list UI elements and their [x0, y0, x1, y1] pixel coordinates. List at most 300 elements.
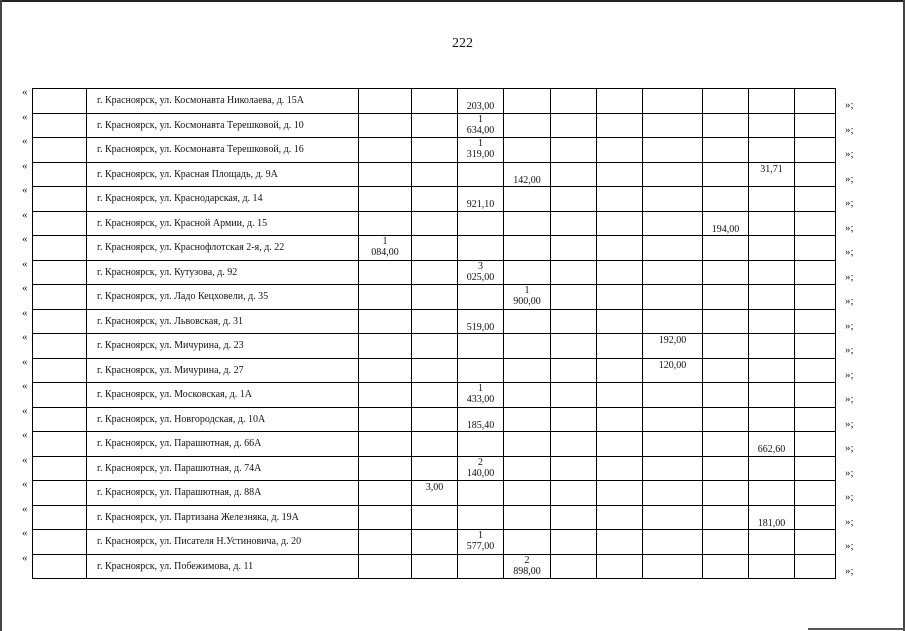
address-cell: г. Красноярск, ул. Красная Площадь, д. 9А [87, 162, 359, 187]
address-cell: г. Красноярск, ул. Красной Армии, д. 15 [87, 211, 359, 236]
cell-value: 142,00 [513, 174, 541, 186]
cell-value: 1 433,00 [466, 383, 495, 405]
value-cell [412, 138, 458, 163]
value-cell [703, 89, 749, 114]
table-row [33, 309, 836, 334]
cell-value: 519,00 [466, 321, 495, 333]
value-cell [551, 285, 597, 310]
value-cell [795, 334, 836, 359]
value-cell [458, 358, 504, 383]
close-quote: »; [845, 99, 854, 111]
value-cell [795, 456, 836, 481]
value-cell [597, 260, 643, 285]
value-cell [597, 113, 643, 138]
value-cell [359, 162, 412, 187]
cell-value: 3 025,00 [466, 260, 495, 283]
row-blank-cell [33, 407, 87, 432]
value-cell [458, 236, 504, 261]
value-cell [359, 358, 412, 383]
value-cell [359, 211, 412, 236]
value-cell [643, 162, 703, 187]
value-cell [551, 260, 597, 285]
value-cell [703, 334, 749, 359]
value-cell [551, 236, 597, 261]
value-cell [643, 89, 703, 114]
value-cell [795, 554, 836, 579]
value-cell [412, 285, 458, 310]
value-cell [551, 138, 597, 163]
value-cell [504, 456, 551, 481]
value-cell [551, 554, 597, 579]
value-cell [504, 260, 551, 285]
value-cell [703, 285, 749, 310]
value-cell [795, 505, 836, 530]
table-row [33, 89, 836, 114]
value-cell [703, 505, 749, 530]
close-quote: »; [845, 172, 854, 185]
close-quote: »; [845, 221, 854, 234]
value-cell [597, 481, 643, 506]
row-blank-cell [33, 138, 87, 163]
value-cell [551, 407, 597, 432]
table-row [33, 260, 836, 285]
page-number: 222 [452, 36, 473, 51]
value-cell [412, 456, 458, 481]
value-cell [795, 309, 836, 334]
value-cell [703, 456, 749, 481]
value-cell [412, 162, 458, 187]
value-cell [749, 530, 795, 555]
open-quote: « [22, 135, 28, 147]
value-cell [359, 236, 412, 261]
address-cell: г. Красноярск, ул. Мичурина, д. 23 [87, 334, 359, 359]
value-cell [359, 260, 412, 285]
value-cell [504, 554, 551, 579]
table-row [33, 481, 836, 506]
value-cell [504, 334, 551, 359]
open-quote: « [22, 527, 28, 539]
row-blank-cell [33, 554, 87, 579]
close-quote: »; [845, 564, 854, 577]
open-quote: « [22, 159, 28, 172]
open-quote: « [22, 331, 28, 343]
address-cell: г. Красноярск, ул. Новгородская, д. 10А [87, 407, 359, 432]
value-cell [504, 481, 551, 506]
address-cell: г. Красноярск, ул. Краснофлотская 2-я, д. 22 [87, 236, 359, 261]
value-cell [504, 383, 551, 408]
table-row [33, 187, 836, 212]
value-cell [551, 187, 597, 212]
value-cell [412, 113, 458, 138]
value-cell [643, 309, 703, 334]
close-quote: »; [845, 417, 854, 430]
value-cell [703, 383, 749, 408]
row-blank-cell [33, 334, 87, 359]
table-row [33, 358, 836, 383]
page-top-edge [0, 0, 905, 2]
value-cell [795, 187, 836, 212]
close-quote: »; [845, 319, 854, 332]
value-cell [359, 383, 412, 408]
address-cell: г. Красноярск, ул. Краснодарская, д. 14 [87, 187, 359, 212]
address-cell: г. Красноярск, ул. Писателя Н.Устиновича, д. 20 [87, 530, 359, 555]
value-cell [359, 481, 412, 506]
cell-value: 1 577,00 [466, 530, 495, 552]
value-cell [643, 530, 703, 555]
value-cell [795, 481, 836, 506]
value-cell [597, 89, 643, 114]
row-blank-cell [33, 211, 87, 236]
cell-value: 2 140,00 [466, 456, 495, 479]
table-row [33, 285, 836, 310]
table-row [33, 530, 836, 555]
value-cell [703, 162, 749, 187]
cell-value: 185,40 [466, 419, 495, 431]
address-table [32, 88, 836, 579]
open-quote: « [22, 380, 28, 392]
value-cell [504, 138, 551, 163]
value-cell [412, 187, 458, 212]
address-cell: г. Красноярск, ул. Космонавта Терешковой, д. 16 [87, 138, 359, 163]
table-row [33, 383, 836, 408]
value-cell [749, 358, 795, 383]
value-cell [643, 334, 703, 359]
close-quote: »; [845, 393, 854, 405]
value-cell [749, 285, 795, 310]
value-cell [643, 285, 703, 310]
value-cell [703, 481, 749, 506]
address-cell: г. Красноярск, ул. Мичурина, д. 27 [87, 358, 359, 383]
value-cell [504, 211, 551, 236]
page-left-edge [0, 0, 2, 631]
cell-value: 921,10 [466, 199, 495, 210]
value-cell [597, 358, 643, 383]
table-row [33, 162, 836, 187]
value-cell [795, 407, 836, 432]
value-cell [458, 113, 504, 138]
open-quote: « [22, 453, 28, 466]
value-cell [703, 211, 749, 236]
value-cell [795, 211, 836, 236]
value-cell [703, 309, 749, 334]
value-cell [749, 89, 795, 114]
value-cell [359, 138, 412, 163]
value-cell [795, 383, 836, 408]
value-cell [749, 236, 795, 261]
value-cell [359, 187, 412, 212]
value-cell [597, 407, 643, 432]
value-cell [597, 162, 643, 187]
cell-value: 2 898,00 [513, 554, 541, 577]
value-cell [359, 334, 412, 359]
value-cell [749, 138, 795, 163]
value-cell [551, 481, 597, 506]
close-quote: »; [845, 491, 854, 503]
value-cell [749, 334, 795, 359]
value-cell [551, 358, 597, 383]
value-cell [643, 260, 703, 285]
value-cell [458, 334, 504, 359]
value-cell [458, 211, 504, 236]
row-blank-cell [33, 383, 87, 408]
page-bottom-edge [808, 628, 905, 630]
open-quote: « [22, 86, 28, 98]
value-cell [458, 309, 504, 334]
value-cell [597, 505, 643, 530]
value-cell [703, 554, 749, 579]
address-cell: г. Красноярск, ул. Космонавта Терешковой, д. 10 [87, 113, 359, 138]
value-cell [504, 530, 551, 555]
value-cell [458, 530, 504, 555]
value-cell [412, 236, 458, 261]
row-blank-cell [33, 89, 87, 114]
value-cell [703, 407, 749, 432]
value-cell [643, 383, 703, 408]
open-quote: « [22, 282, 28, 294]
value-cell [643, 211, 703, 236]
open-quote: « [22, 404, 28, 417]
open-quote: « [22, 551, 28, 564]
value-cell [359, 309, 412, 334]
open-quote: « [22, 233, 28, 245]
value-cell [597, 285, 643, 310]
row-blank-cell [33, 113, 87, 138]
table-row [33, 554, 836, 579]
value-cell [458, 162, 504, 187]
value-cell [597, 554, 643, 579]
value-cell [597, 236, 643, 261]
value-cell [749, 162, 795, 187]
value-cell [458, 505, 504, 530]
value-cell [703, 187, 749, 212]
value-cell [359, 89, 412, 114]
value-cell [749, 211, 795, 236]
value-cell [412, 530, 458, 555]
value-cell [703, 113, 749, 138]
value-cell [458, 481, 504, 506]
value-cell [703, 432, 749, 457]
table-row [33, 407, 836, 432]
value-cell [795, 138, 836, 163]
table-row [33, 334, 836, 359]
value-cell [597, 211, 643, 236]
value-cell [703, 260, 749, 285]
cell-value: 3,00 [425, 482, 444, 493]
address-cell: г. Красноярск, ул. Московская, д. 1А [87, 383, 359, 408]
cell-value: 31,71 [760, 163, 783, 175]
close-quote: »; [845, 466, 854, 479]
value-cell [359, 530, 412, 555]
cell-value: 192,00 [658, 335, 687, 346]
close-quote: »; [845, 515, 854, 528]
value-cell [412, 334, 458, 359]
value-cell [458, 187, 504, 212]
cell-value: 194,00 [711, 223, 740, 235]
value-cell [749, 456, 795, 481]
close-quote: »; [845, 123, 854, 136]
value-cell [643, 187, 703, 212]
value-cell [643, 481, 703, 506]
value-cell [458, 432, 504, 457]
value-cell [504, 187, 551, 212]
address-cell: г. Красноярск, ул. Космонавта Николаева, д. 15А [87, 89, 359, 114]
table-row [33, 236, 836, 261]
value-cell [597, 530, 643, 555]
value-cell [795, 113, 836, 138]
value-cell [458, 89, 504, 114]
address-cell: г. Красноярск, ул. Парашютная, д. 74А [87, 456, 359, 481]
value-cell [749, 383, 795, 408]
value-cell [412, 554, 458, 579]
value-cell [458, 383, 504, 408]
row-blank-cell [33, 456, 87, 481]
value-cell [458, 260, 504, 285]
open-quote: « [22, 208, 28, 221]
cell-value: 1 319,00 [466, 138, 495, 160]
table-row [33, 456, 836, 481]
value-cell [412, 383, 458, 408]
cell-value: 1 900,00 [513, 285, 541, 307]
value-cell [551, 456, 597, 481]
row-blank-cell [33, 162, 87, 187]
value-cell [412, 407, 458, 432]
value-cell [795, 89, 836, 114]
value-cell [504, 236, 551, 261]
value-cell [504, 358, 551, 383]
value-cell [412, 432, 458, 457]
row-blank-cell [33, 285, 87, 310]
value-cell [795, 285, 836, 310]
close-quote: »; [845, 540, 854, 552]
value-cell [359, 456, 412, 481]
table-row [33, 138, 836, 163]
value-cell [412, 358, 458, 383]
value-cell [412, 260, 458, 285]
value-cell [643, 554, 703, 579]
table-row [33, 113, 836, 138]
value-cell [359, 113, 412, 138]
address-cell: г. Красноярск, ул. Парашютная, д. 66А [87, 432, 359, 457]
open-quote: « [22, 502, 28, 515]
value-cell [551, 432, 597, 457]
value-cell [551, 211, 597, 236]
address-cell: г. Красноярск, ул. Партизана Железняка, д. 19А [87, 505, 359, 530]
value-cell [795, 162, 836, 187]
value-cell [597, 456, 643, 481]
open-quote: « [22, 306, 28, 319]
table-row [33, 211, 836, 236]
value-cell [504, 89, 551, 114]
value-cell [749, 113, 795, 138]
close-quote: »; [845, 246, 854, 258]
open-quote: « [22, 184, 28, 196]
value-cell [412, 505, 458, 530]
value-cell [551, 113, 597, 138]
value-cell [458, 456, 504, 481]
open-quote: « [22, 478, 28, 490]
open-quote: « [22, 110, 28, 123]
address-cell: г. Красноярск, ул. Львовская, д. 31 [87, 309, 359, 334]
value-cell [643, 236, 703, 261]
value-cell [795, 530, 836, 555]
value-cell [597, 187, 643, 212]
row-blank-cell [33, 309, 87, 334]
value-cell [643, 432, 703, 457]
value-cell [749, 187, 795, 212]
close-quote: »; [845, 270, 854, 283]
value-cell [597, 383, 643, 408]
value-cell [359, 554, 412, 579]
cell-value: 662,60 [757, 444, 786, 455]
open-quote: « [22, 355, 28, 368]
row-blank-cell [33, 236, 87, 261]
row-blank-cell [33, 432, 87, 457]
cell-value: 1 634,00 [466, 113, 495, 136]
table-row [33, 505, 836, 530]
value-cell [412, 309, 458, 334]
value-cell [749, 260, 795, 285]
value-cell [359, 285, 412, 310]
value-cell [551, 383, 597, 408]
close-quote: »; [845, 197, 854, 209]
close-quote: »; [845, 442, 854, 454]
value-cell [504, 113, 551, 138]
value-cell [597, 432, 643, 457]
value-cell [504, 505, 551, 530]
close-quote: »; [845, 148, 854, 160]
value-cell [458, 138, 504, 163]
value-cell [551, 162, 597, 187]
address-cell: г. Красноярск, ул. Побежимова, д. 11 [87, 554, 359, 579]
value-cell [643, 138, 703, 163]
cell-value: 181,00 [757, 517, 786, 529]
row-blank-cell [33, 505, 87, 530]
value-cell [551, 309, 597, 334]
value-cell [643, 505, 703, 530]
value-cell [412, 211, 458, 236]
value-cell [703, 236, 749, 261]
value-cell [504, 285, 551, 310]
value-cell [458, 554, 504, 579]
value-cell [458, 407, 504, 432]
value-cell [749, 554, 795, 579]
value-cell [551, 89, 597, 114]
value-cell [504, 407, 551, 432]
row-blank-cell [33, 358, 87, 383]
value-cell [597, 309, 643, 334]
close-quote: »; [845, 295, 854, 307]
value-cell [795, 260, 836, 285]
address-cell: г. Красноярск, ул. Ладо Кецховели, д. 35 [87, 285, 359, 310]
value-cell [703, 138, 749, 163]
value-cell [795, 432, 836, 457]
value-cell [749, 481, 795, 506]
row-blank-cell [33, 260, 87, 285]
close-quote: »; [845, 368, 854, 381]
cell-value: 1 084,00 [371, 236, 399, 258]
cell-value: 203,00 [466, 101, 495, 112]
open-quote: « [22, 257, 28, 270]
address-cell: г. Красноярск, ул. Кутузова, д. 92 [87, 260, 359, 285]
table-row [33, 432, 836, 457]
value-cell [597, 138, 643, 163]
value-cell [551, 530, 597, 555]
value-cell [504, 309, 551, 334]
address-cell: г. Красноярск, ул. Парашютная, д. 88А [87, 481, 359, 506]
value-cell [749, 407, 795, 432]
value-cell [703, 530, 749, 555]
value-cell [359, 432, 412, 457]
